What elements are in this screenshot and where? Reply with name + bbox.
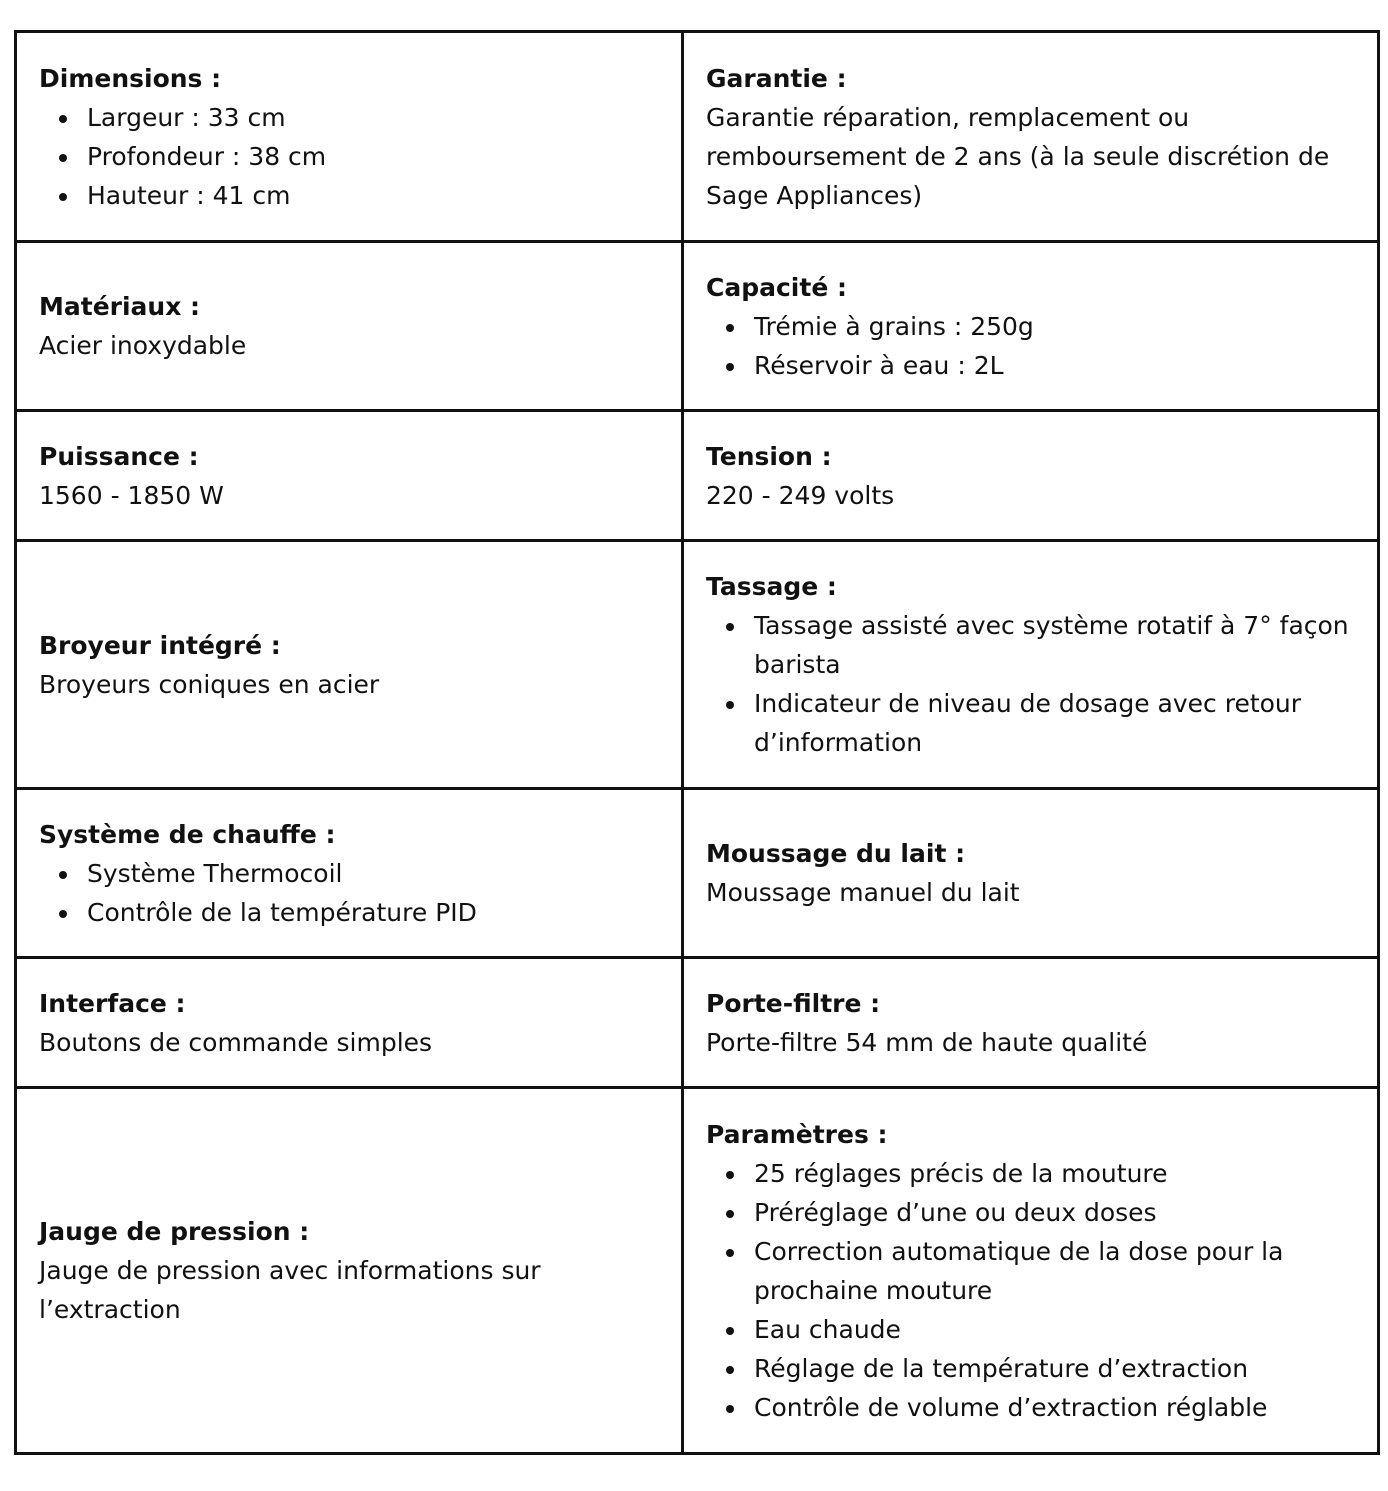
spec-list-item: Réglage de la température d’extraction: [706, 1349, 1355, 1388]
spec-list-item: Tassage assisté avec système rotatif à 7° façon barista: [706, 606, 1355, 684]
spec-list-item: 25 réglages précis de la mouture: [706, 1154, 1355, 1193]
spec-label: Tension :: [706, 441, 832, 471]
spec-list-item: Hauteur : 41 cm: [39, 176, 659, 215]
spec-label: Dimensions :: [39, 63, 222, 93]
spec-cell-parametres: [683, 1088, 1379, 1454]
spec-cell-porte-filtre: [683, 958, 1379, 1088]
spec-value: Broyeurs coniques en acier: [39, 669, 380, 699]
spec-list: [706, 606, 1355, 762]
spec-label: Moussage du lait :: [706, 839, 966, 868]
spec-label: Matériaux :: [39, 292, 201, 321]
spec-row: [16, 1088, 1379, 1454]
spec-cell-materiaux: [16, 242, 683, 411]
spec-value: Moussage manuel du lait: [706, 878, 1020, 907]
spec-list-item: Correction automatique de la dose pour la prochaine mouture: [706, 1232, 1355, 1310]
spec-list-item: Indicateur de niveau de dosage avec retour d’information: [706, 684, 1355, 762]
spec-cell-jauge: [16, 1088, 683, 1454]
spec-list-item: Contrôle de la température PID: [39, 893, 659, 932]
spec-list-item: Système Thermocoil: [39, 854, 659, 893]
spec-label: Broyeur intégré :: [39, 630, 281, 660]
spec-cell-tension: [683, 411, 1379, 541]
spec-row: [16, 242, 1379, 411]
spec-list-item: Eau chaude: [706, 1310, 1355, 1349]
spec-row: [16, 411, 1379, 541]
spec-cell-chauffe: [16, 789, 683, 958]
spec-cell-interface: [16, 958, 683, 1088]
spec-label: Porte-filtre :: [706, 988, 881, 1018]
spec-list: [39, 98, 659, 215]
spec-row: [16, 541, 1379, 789]
spec-row: [16, 958, 1379, 1088]
spec-label: Tassage :: [706, 572, 837, 601]
spec-list-item: Contrôle de volume d’extraction réglable: [706, 1388, 1355, 1427]
spec-value: Acier inoxydable: [39, 331, 247, 360]
spec-value: Porte-filtre 54 mm de haute qualité: [706, 1027, 1148, 1057]
spec-label: Paramètres :: [706, 1119, 888, 1149]
spec-list-item: Profondeur : 38 cm: [39, 137, 659, 176]
spec-value: 220 - 249 volts: [706, 480, 895, 510]
spec-label: Interface :: [39, 988, 186, 1018]
spec-row: [16, 789, 1379, 958]
spec-label: Garantie :: [706, 63, 847, 93]
spec-cell-puissance: [16, 411, 683, 541]
spec-value: Jauge de pression avec informations sur l’extraction: [39, 1256, 541, 1324]
spec-list-item: Préréglage d’une ou deux doses: [706, 1193, 1355, 1232]
spec-cell-moussage: [683, 789, 1379, 958]
spec-value: 1560 - 1850 W: [39, 480, 224, 510]
spec-table: [14, 30, 1380, 1455]
spec-value: Boutons de commande simples: [39, 1027, 433, 1057]
spec-list-item: Largeur : 33 cm: [39, 98, 659, 137]
spec-label: Système de chauffe :: [39, 819, 336, 849]
spec-cell-capacite: [683, 242, 1379, 411]
spec-cell-tassage: [683, 541, 1379, 789]
spec-list-item: Réservoir à eau : 2L: [706, 346, 1355, 385]
spec-value: Garantie réparation, remplacement ou remboursement de 2 ans (à la seule discrétion de Sage Appliances): [706, 102, 1330, 210]
spec-cell-broyeur: [16, 541, 683, 789]
spec-label: Jauge de pression :: [39, 1217, 310, 1246]
spec-label: Puissance :: [39, 441, 199, 471]
spec-label: Capacité :: [706, 272, 847, 302]
spec-list-item: Trémie à grains : 250g: [706, 307, 1355, 346]
spec-list: [706, 1154, 1355, 1427]
spec-cell-dimensions: [16, 32, 683, 242]
spec-list: [706, 307, 1355, 385]
spec-list: [39, 854, 659, 932]
spec-row: [16, 32, 1379, 242]
spec-cell-garantie: [683, 32, 1379, 242]
